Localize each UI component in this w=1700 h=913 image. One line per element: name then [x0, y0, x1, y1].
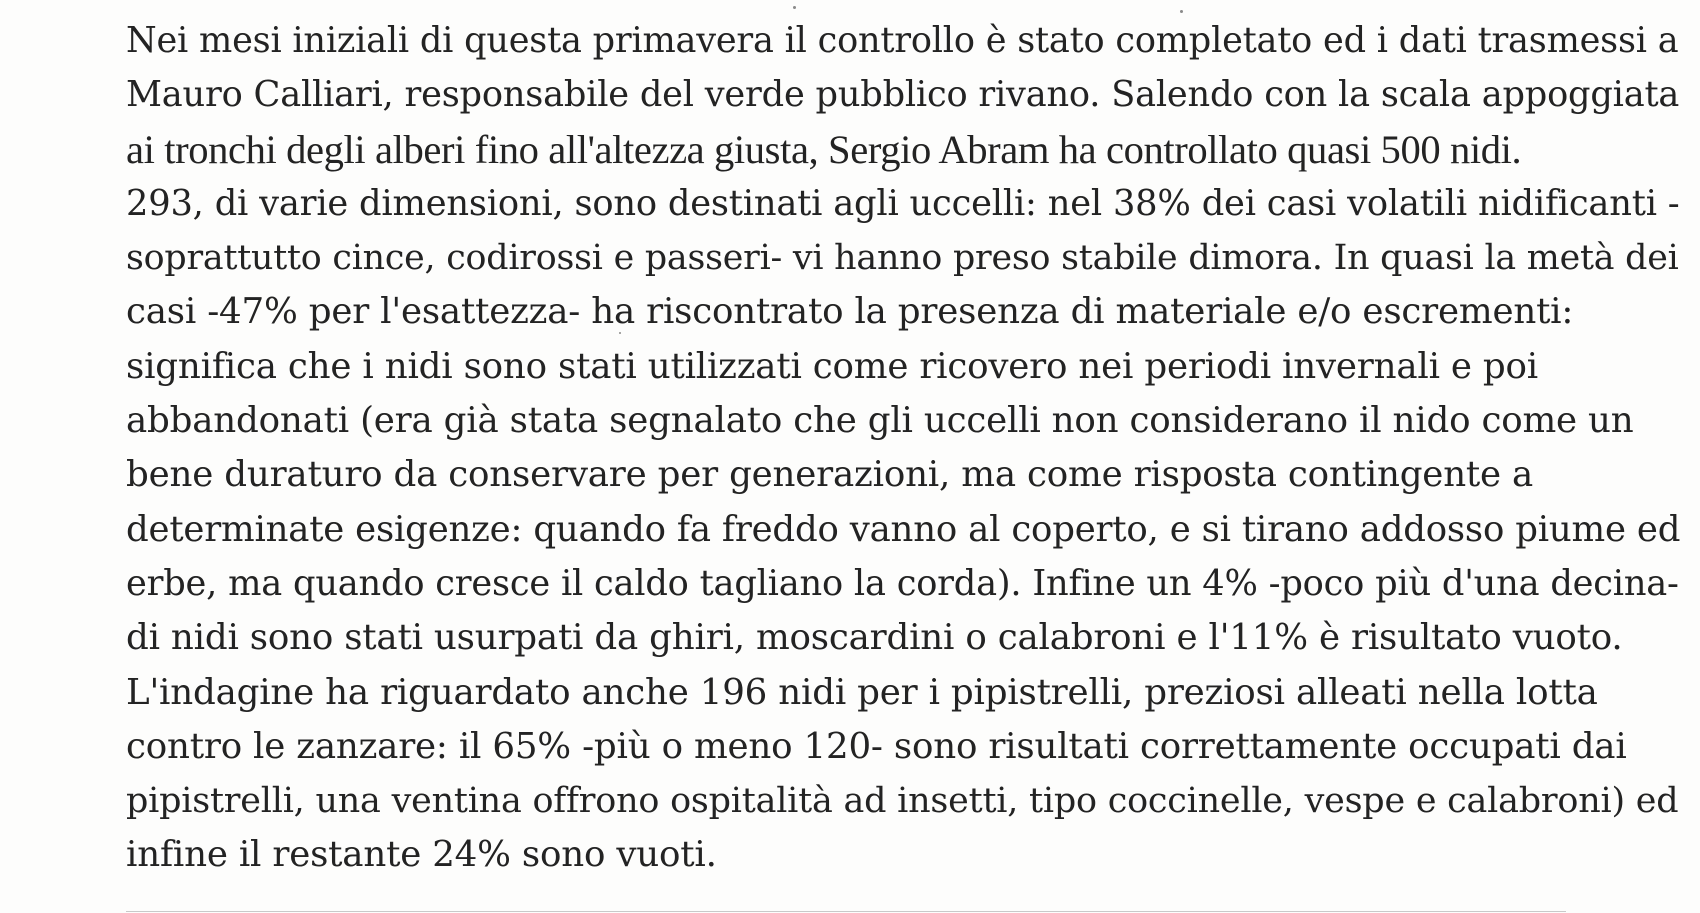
- article-line-11: erbe, ma quando cresce il caldo tagliano la corda). Infine un 4% -poco più d'una decina-: [126, 562, 1679, 604]
- article-line-4: 293, di varie dimensioni, sono destinati agli uccelli: nel 38% dei casi volatili nidificanti -: [126, 182, 1680, 224]
- article-line-7: significa che i nidi sono stati utilizzati come ricovero nei periodi invernali e poi: [126, 345, 1538, 387]
- scan-speck: [793, 6, 796, 9]
- article-line-1: Nei mesi iniziali di questa primavera il controllo è stato completato ed i dati trasmessi a: [126, 20, 1679, 61]
- article-line-14: contro le zanzare: il 65% -più o meno 120- sono risultati correttamente occupati dai: [126, 725, 1627, 767]
- article-line-12: di nidi sono stati usurpati da ghiri, moscardini o calabroni e l'11% è risultato vuoto.: [126, 617, 1623, 659]
- bottom-divider: [126, 911, 1566, 912]
- article-line-5: soprattutto cince, codirossi e passeri- vi hanno preso stabile dimora. In quasi la metà dei: [126, 238, 1679, 279]
- article-line-16: infine il restante 24% sono vuoti.: [126, 834, 717, 876]
- article-line-9: bene duraturo da conservare per generazioni, ma come risposta contingente a: [126, 454, 1534, 496]
- article-line-6: casi -47% per l'esattezza- ha riscontrato la presenza di materiale e/o escrementi:: [126, 291, 1574, 333]
- article-body: [126, 14, 1696, 883]
- article-line-10: determinate esigenze: quando fa freddo vanno al coperto, e si tirano addosso piume ed: [126, 508, 1681, 550]
- article-line-3: ai tronchi degli alberi fino all'altezza giusta, Sergio Abram ha controllato quasi 500 nidi.: [126, 126, 1522, 172]
- article-line-8: abbandonati (era già stata segnalato che gli uccelli non considerano il nido come un: [126, 400, 1634, 442]
- article-line-15: pipistrelli, una ventina offrono ospitalità ad insetti, tipo coccinelle, vespe e calabroni) ed: [126, 781, 1679, 822]
- article-line-13: L'indagine ha riguardato anche 196 nidi per i pipistrelli, preziosi alleati nella lotta: [126, 671, 1598, 713]
- article-line-2: Mauro Calliari, responsabile del verde pubblico rivano. Salendo con la scala appoggiata: [126, 74, 1680, 116]
- scan-speck: [1180, 10, 1183, 13]
